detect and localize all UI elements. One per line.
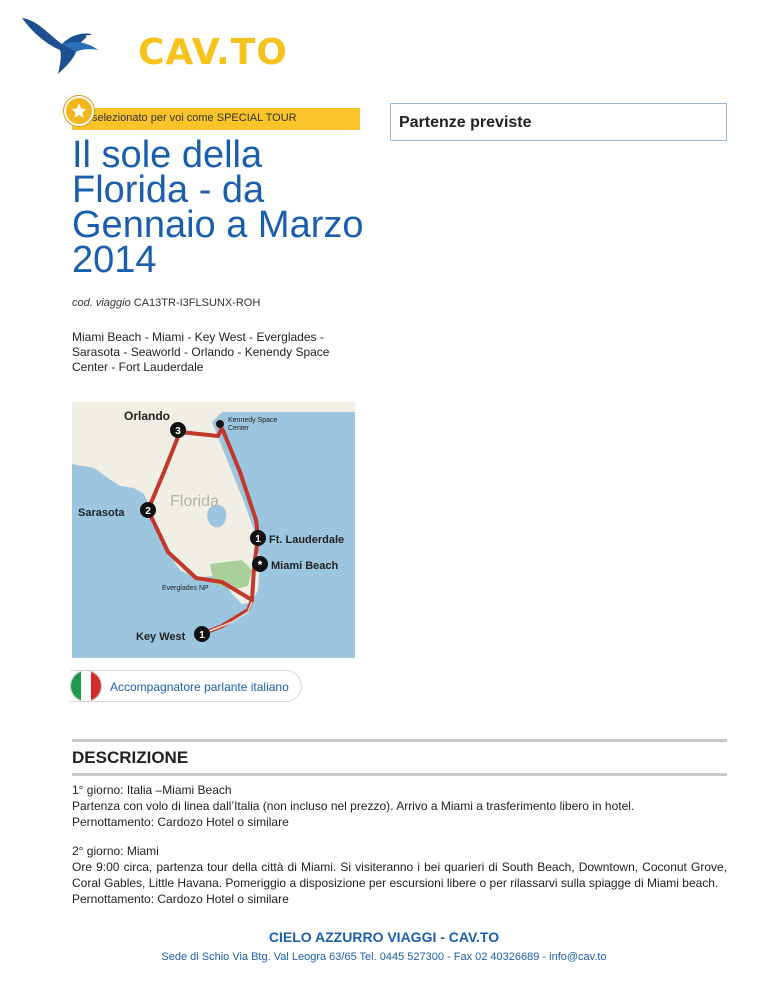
tour-code-label: cod. viaggio [72, 297, 131, 309]
day-2-hotel: Pernottamento: Cardozo Hotel o similare [72, 892, 289, 906]
svg-text:3: 3 [175, 426, 181, 437]
company-logo[interactable] [18, 10, 288, 80]
marker-kennedy [216, 420, 224, 428]
description-divider-top [72, 739, 727, 742]
svg-text:1: 1 [255, 534, 261, 545]
departures-panel [390, 103, 727, 141]
tour-title: Il sole della Florida - da Gennaio a Marzo 2014 [72, 134, 364, 281]
svg-text:*: * [257, 558, 263, 572]
bird-logo-icon [18, 10, 128, 80]
star-badge [64, 96, 94, 126]
label-orlando: Orlando [124, 409, 171, 423]
star-icon [70, 102, 88, 120]
special-tour-label: selezionato per voi come SPECIAL TOUR [92, 112, 297, 124]
tour-code-value: CA13TR-I3FLSUNX-ROH [133, 297, 261, 309]
marker-ft-lauderdale [250, 530, 266, 546]
tour-code [72, 297, 260, 309]
italy-flag-icon [70, 670, 102, 702]
route-map [72, 402, 355, 658]
label-kennedy-1: Kennedy Space [228, 417, 278, 424]
logo-text: CAV.TO [138, 32, 288, 73]
marker-sarasota [140, 502, 156, 518]
day-1 [72, 782, 727, 830]
label-kennedy-2: Center [228, 425, 250, 432]
marker-miami-beach [252, 556, 268, 572]
svg-text:2: 2 [145, 506, 151, 517]
label-ft-lauderdale: Ft. Lauderdale [269, 534, 345, 546]
day-1-hotel: Pernottamento: Cardozo Hotel o similare [72, 815, 289, 829]
departures-title: Partenze previste [399, 114, 532, 131]
label-sarasota: Sarasota [78, 507, 125, 519]
svg-text:1: 1 [199, 630, 205, 641]
tour-itinerary: Miami Beach - Miami - Key West - Everglades - Sarasota - Seaworld - Orlando - Kenendy Space Center - Fort Lauderdale [72, 330, 330, 374]
day-1-title: 1° giorno: Italia –Miami Beach [72, 783, 232, 797]
label-florida: Florida [170, 493, 219, 510]
day-2 [72, 843, 727, 907]
description-divider-bottom [72, 773, 727, 776]
marker-orlando [170, 422, 186, 438]
description-heading: DESCRIZIONE [72, 748, 189, 767]
day-2-title: 2° giorno: Miami [72, 844, 159, 858]
florida-map [72, 402, 355, 658]
italian-guide-label: Accompagnatore parlante italiano [110, 680, 289, 694]
footer-company: CIELO AZZURRO VIAGGI - CAV.TO [268, 929, 500, 945]
footer-address: Sede di Schio Via Btg. Val Leogra 63/65 Tel. 0445 527300 - Fax 02 40326689 - info@cav.to [161, 951, 607, 963]
label-key-west: Key West [136, 631, 186, 643]
label-miami-beach: Miami Beach [271, 560, 339, 572]
marker-key-west [194, 626, 210, 642]
day-2-text: Ore 9:00 circa, partenza tour della città di Miami. Si visiteranno i bei quarieri di South Beach, Downtown, Coconut Grove, Coral Gables, Little Havana. Pomeriggio a disposizione per escursioni libere o per rilassarvi sulla spiagge di Miami beach. [72, 860, 727, 890]
day-1-text: Partenza con volo di linea dall’Italia (non incluso nel prezzo). Arrivo a Miami a trasferimento libero in hotel. [72, 799, 635, 813]
label-everglades: Everglades NP [162, 585, 209, 592]
special-tour-tag [72, 108, 360, 130]
